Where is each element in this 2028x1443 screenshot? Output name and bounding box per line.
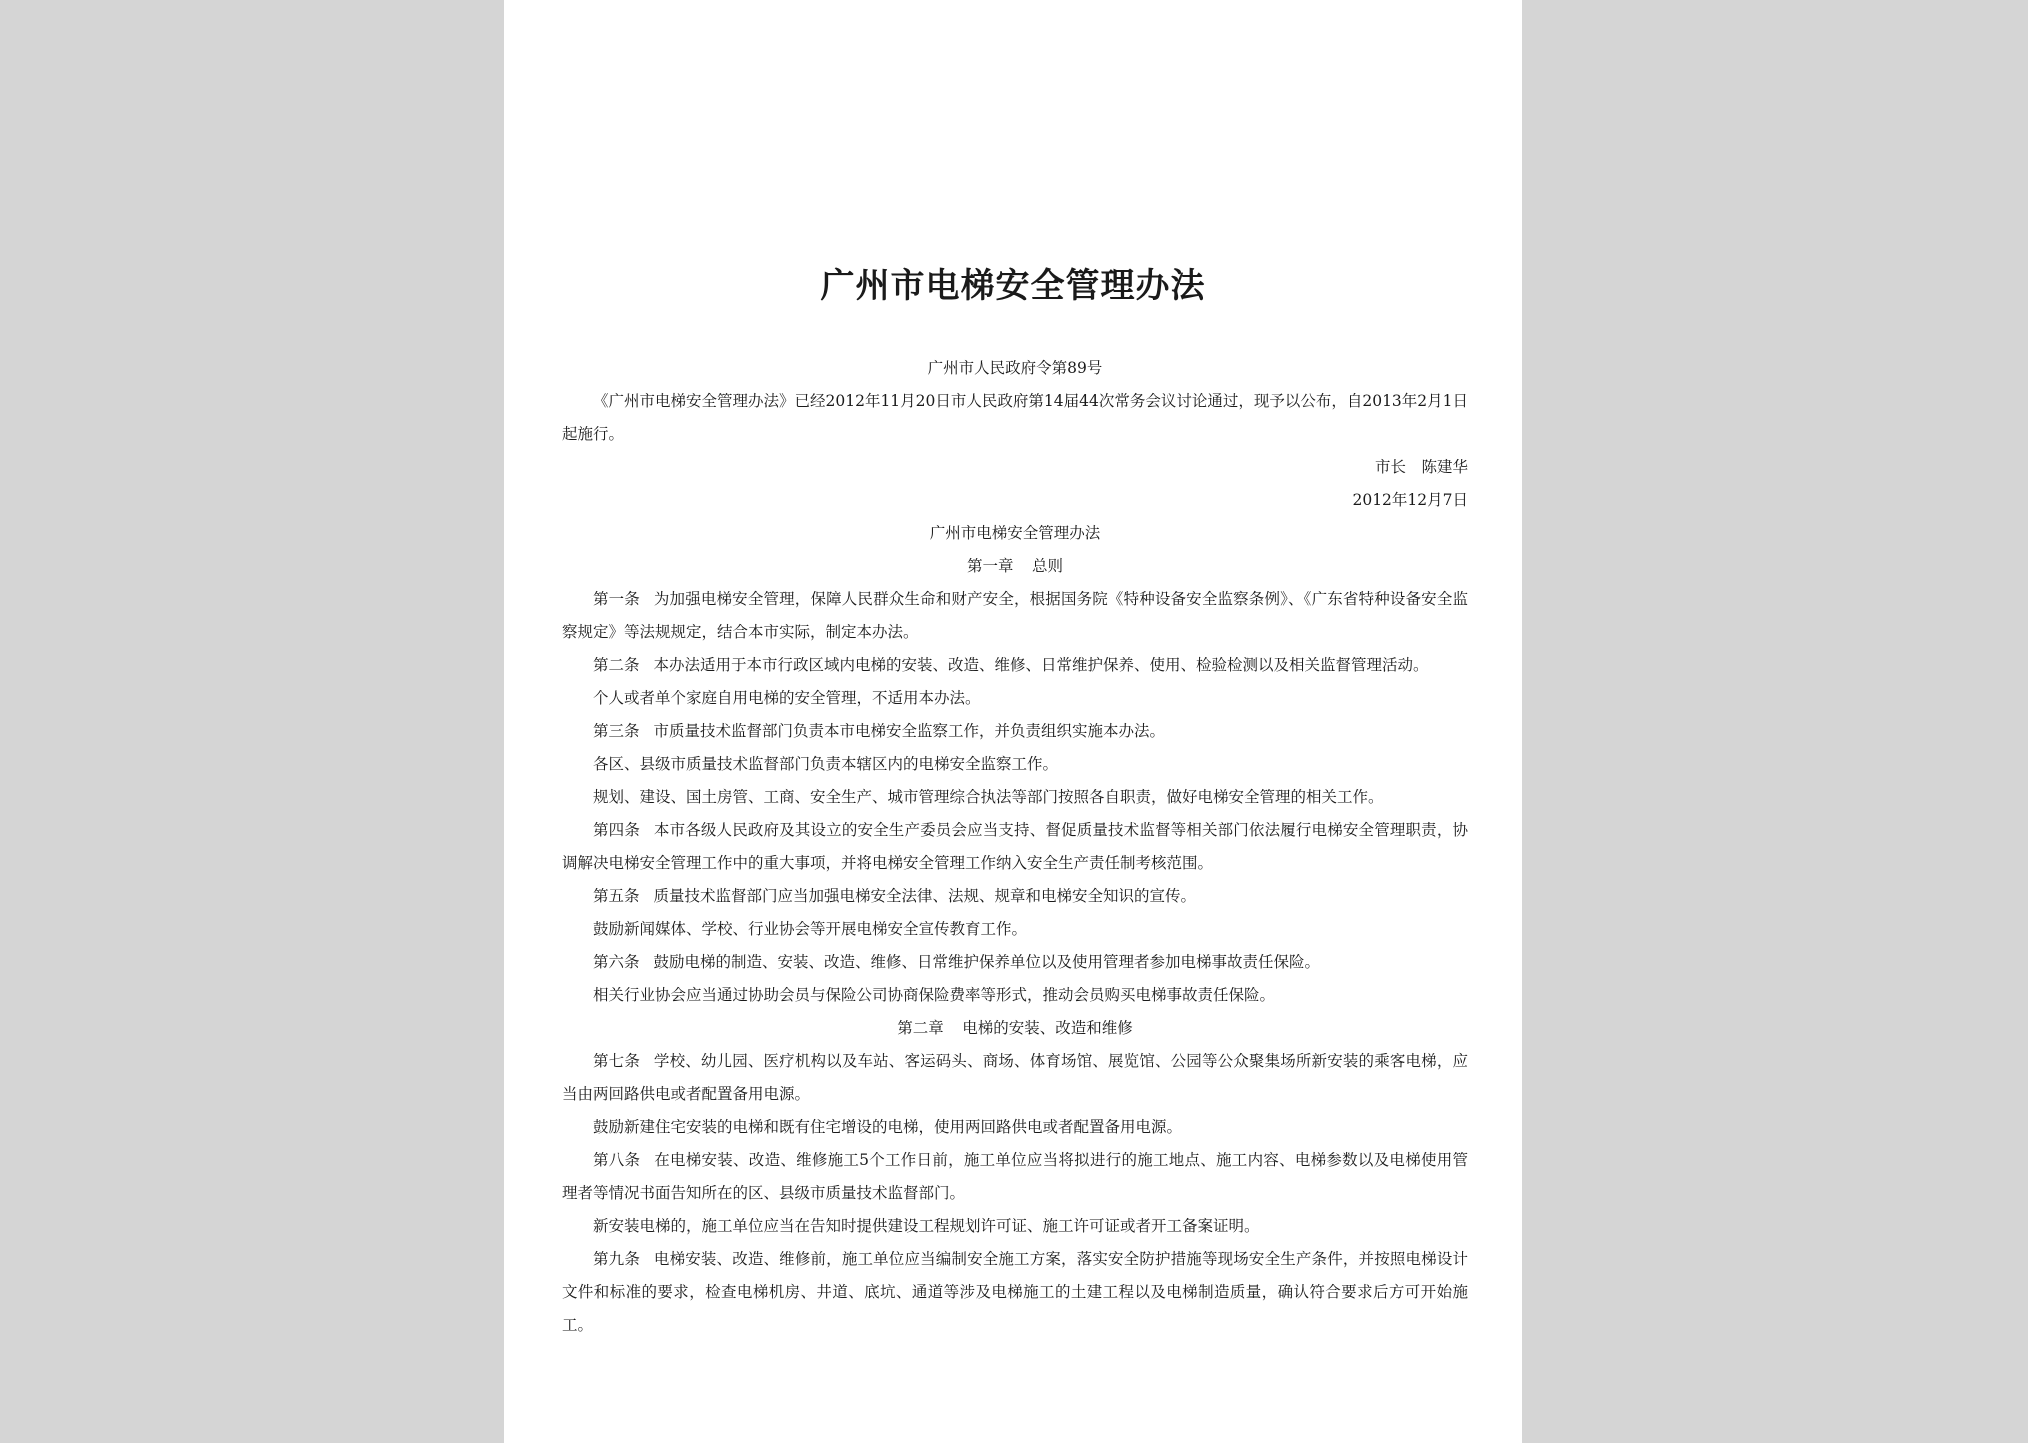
article-label: 第九条 [593,1250,640,1268]
article-text: 在电梯安装、改造、维修施工5个工作日前，施工单位应当将拟进行的施工地点、施工内容、电梯参数以及电梯使用管理者等情况书面告知所在的区、县级市质量技术监督部门。 [562,1151,1468,1202]
article-label: 第三条 [593,722,640,740]
chapter-number: 第二章 [897,1019,944,1037]
article-label: 第七条 [593,1052,640,1070]
article-paragraph: 新安装电梯的，施工单位应当在告知时提供建设工程规划许可证、施工许可证或者开工备案证明。 [593,1217,1260,1235]
chapter-heading [562,550,1468,583]
article-paragraph [562,583,1468,649]
signatory [562,451,1468,484]
article-paragraph [562,1243,1468,1342]
article-paragraph [562,946,1468,979]
article-paragraph: 鼓励新闻媒体、学校、行业协会等开展电梯安全宣传教育工作。 [593,920,1028,938]
article-label: 第五条 [593,887,640,905]
document-page [504,0,1522,1443]
article-label: 第二条 [593,656,640,674]
article-paragraph: 相关行业协会应当通过协助会员与保险公司协商保险费率等形式，推动会员购买电梯事故责任保险。 [593,986,1276,1004]
article-paragraph [562,715,1468,748]
article-paragraph [562,649,1468,682]
article-label: 第四条 [593,821,640,839]
sign-date: 2012年12月7日 [1352,491,1468,509]
article-label: 第一条 [593,590,640,608]
article-text: 为加强电梯安全管理，保障人民群众生命和财产安全，根据国务院《特种设备安全监察条例》、《广东省特种设备安全监察规定》等法规规定，结合本市实际，制定本办法。 [562,590,1468,641]
article-paragraph [562,814,1468,880]
article-text: 质量技术监督部门应当加强电梯安全法律、法规、规章和电梯安全知识的宣传。 [653,887,1196,905]
article-paragraph [562,880,1468,913]
article-text: 学校、幼儿园、医疗机构以及车站、客运码头、商场、体育场馆、展览馆、公园等公众聚集场所新安装的乘客电梯，应当由两回路供电或者配置备用电源。 [562,1052,1468,1103]
article-paragraph: 个人或者单个家庭自用电梯的安全管理，不适用本办法。 [593,689,981,707]
signatory-name: 陈建华 [1421,458,1468,476]
signatory-position: 市长 [1374,458,1406,476]
article-text: 本办法适用于本市行政区域内电梯的安装、改造、维修、日常维护保养、使用、检验检测以及相关监督管理活动。 [653,656,1429,674]
article-paragraph [562,1144,1468,1210]
article-text: 电梯安装、改造、维修前，施工单位应当编制安全施工方案，落实安全防护措施等现场安全生产条件，并按照电梯设计文件和标准的要求，检查电梯机房、井道、底坑、通道等涉及电梯施工的土建工程以及电梯制造质量，确认符合要求后方可开始施工。 [562,1250,1468,1334]
chapter-heading [562,1012,1468,1045]
article-text: 市质量技术监督部门负责本市电梯安全监察工作，并负责组织实施本办法。 [653,722,1165,740]
document-body [562,352,1468,1342]
article-label: 第六条 [593,953,640,971]
article-paragraph [562,1045,1468,1111]
article-label: 第八条 [593,1151,641,1169]
chapter-name: 总则 [1032,557,1064,575]
article-paragraph: 各区、县级市质量技术监督部门负责本辖区内的电梯安全监察工作。 [593,755,1059,773]
order-number: 广州市人民政府令第89号 [927,359,1103,377]
chapter-number: 第一章 [966,557,1014,575]
chapter-name: 电梯的安装、改造和维修 [962,1019,1133,1037]
article-paragraph: 规划、建设、国土房管、工商、安全生产、城市管理综合执法等部门按照各自职责，做好电梯安全管理的相关工作。 [593,788,1384,806]
article-text: 本市各级人民政府及其设立的安全生产委员会应当支持、督促质量技术监督等相关部门依法履行电梯安全管理职责，协调解决电梯安全管理工作中的重大事项，并将电梯安全管理工作纳入安全生产责任制考核范围。 [562,821,1468,872]
document-subtitle: 广州市电梯安全管理办法 [929,524,1101,542]
promulgation-text: 《广州市电梯安全管理办法》已经2012年11月20日市人民政府第14届44次常务会议讨论通过，现予以公布，自2013年2月1日起施行。 [562,392,1469,443]
document-title: 广州市电梯安全管理办法 [820,266,1206,306]
article-text: 鼓励电梯的制造、安装、改造、维修、日常维护保养单位以及使用管理者参加电梯事故责任保险。 [653,953,1320,971]
article-paragraph: 鼓励新建住宅安装的电梯和既有住宅增设的电梯，使用两回路供电或者配置备用电源。 [593,1118,1183,1136]
